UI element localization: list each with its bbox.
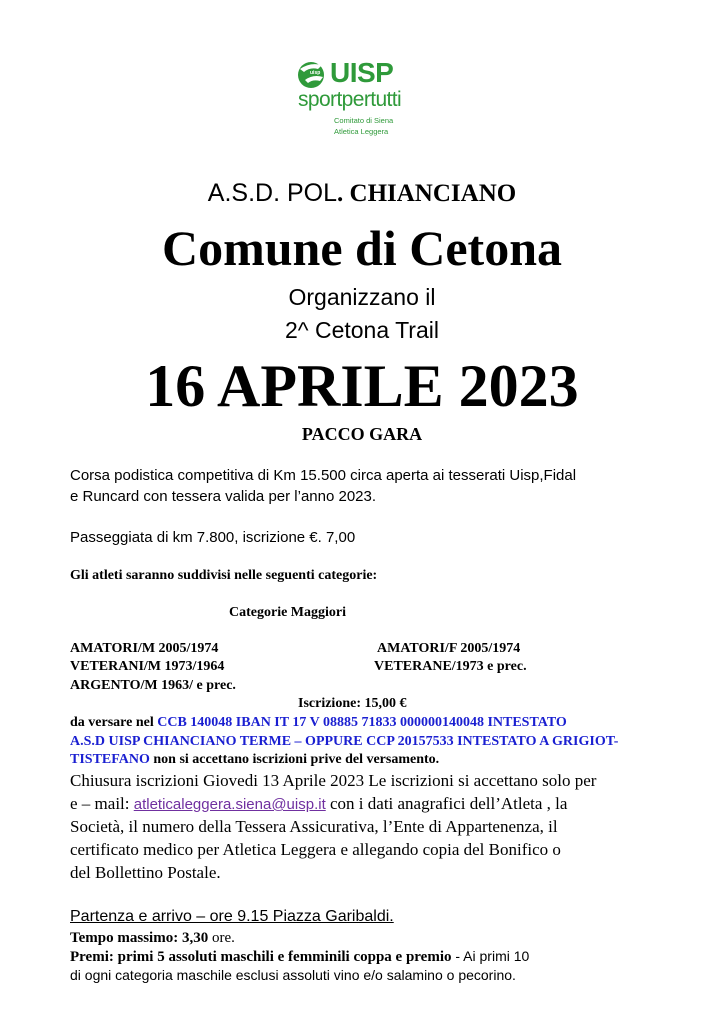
max-time-unit: ore. xyxy=(208,930,235,946)
prizes-line1 xyxy=(70,947,529,967)
organizer-line xyxy=(0,178,724,209)
category-left-2: VETERANI/M 1973/1964 xyxy=(70,659,225,674)
pacco-gara: PACCO GARA xyxy=(301,424,423,444)
prizes-top10: - Ai primi 10 xyxy=(451,948,530,964)
prizes-line2: di ogni categoria maschile esclusi assoluti vino e/o salamino o pecorino. xyxy=(70,967,516,983)
walk-description: Passeggiata di km 7.800, iscrizione €. 7,00 xyxy=(70,529,356,546)
prizes-label: Premi: primi 5 assoluti maschili e femminili coppa e premio xyxy=(70,949,452,965)
payment-required-note: non si accettano iscrizioni prive del versamento. xyxy=(149,752,440,767)
organize-line: Organizzano il xyxy=(288,284,436,310)
event-name: 2^ Cetona Trail xyxy=(285,317,439,343)
email-link[interactable]: atleticaleggera.siena@uisp.it xyxy=(133,796,326,813)
closing-line1: Chiusura iscrizioni Giovedi 13 Aprile 2023 Le iscrizioni si accettano solo per xyxy=(70,771,597,790)
race-description-line1: Corsa podistica competitiva di Km 15.500 circa aperta ai tesserati Uisp,Fidal xyxy=(70,467,577,484)
max-time-label: Tempo massimo: 3,30 xyxy=(70,930,209,946)
category-left-1: AMATORI/M 2005/1974 xyxy=(70,641,219,656)
logo-tagline: sportpertutti xyxy=(298,88,402,111)
closing-line4: certificato medico per Atletica Leggera e allegando copia del Bonifico o xyxy=(70,840,561,859)
uisp-logo xyxy=(296,58,436,150)
organizer-asd: A.S.D. POL xyxy=(207,179,338,207)
organizer-club: . CHIANCIANO xyxy=(337,180,517,207)
payment-line1-prefix: da versare nel xyxy=(70,715,158,730)
payment-line2: A.S.D UISP CHIANCIANO TERME – OPPURE CCP 20157533 INTESTATO A GRIGIOT- xyxy=(70,734,619,749)
entry-fee: Iscrizione: 15,00 € xyxy=(298,696,407,711)
runner-icon xyxy=(296,60,330,90)
max-time xyxy=(70,929,235,948)
closing-line2-rest: con i dati anagrafici dell’Atleta , la xyxy=(325,794,568,813)
race-description-line2: e Runcard con tessera valida per l’anno 2023. xyxy=(70,488,377,505)
category-right-1: AMATORI/F 2005/1974 xyxy=(377,641,521,656)
page-title: Comune di Cetona xyxy=(161,220,563,276)
logo-mark: uisp xyxy=(310,70,321,76)
payment-line1 xyxy=(70,714,567,732)
bank-account: CCB 140048 IBAN IT 17 V 08885 71833 000000140048 INTESTATO xyxy=(157,715,567,730)
start-finish: Partenza e arrivo – ore 9.15 Piazza Garibaldi. xyxy=(70,908,394,925)
category-left-3: ARGENTO/M 1963/ e prec. xyxy=(70,678,236,693)
payee-name: TISTEFANO xyxy=(70,752,150,767)
event-date: 16 APRILE 2023 xyxy=(145,353,579,419)
closing-line3: Società, il numero della Tessera Assicurativa, l’Ente di Appartenenza, il xyxy=(70,817,558,836)
categories-intro: Gli atleti saranno suddivisi nelle seguenti categorie: xyxy=(70,568,378,583)
email-label: e – mail: xyxy=(70,794,134,813)
categories-heading: Categorie Maggiori xyxy=(229,605,347,620)
logo-sub2: Atletica Leggera xyxy=(334,127,389,136)
closing-line2 xyxy=(70,793,567,816)
payment-line3 xyxy=(70,751,439,769)
closing-line5: del Bollettino Postale. xyxy=(70,863,221,882)
logo-brand: UISP xyxy=(330,57,394,88)
category-right-2: VETERANE/1973 e prec. xyxy=(374,659,527,674)
logo-sub1: Comitato di Siena xyxy=(334,116,394,125)
